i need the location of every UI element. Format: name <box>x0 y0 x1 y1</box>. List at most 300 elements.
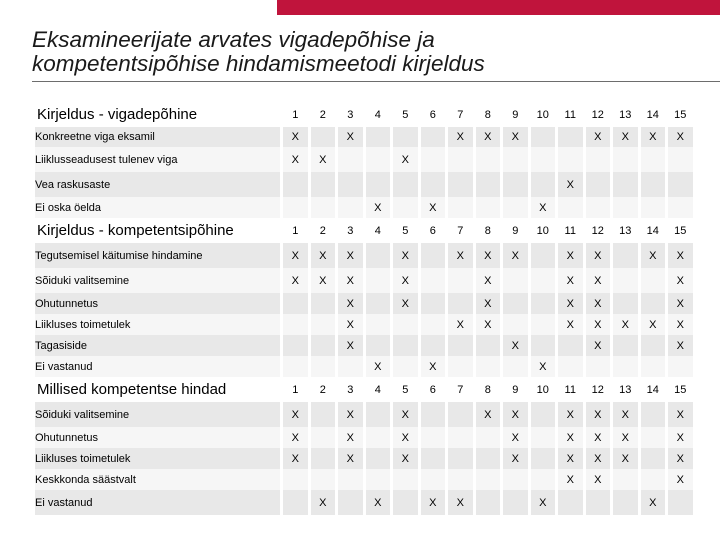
column-number: 5 <box>393 218 418 243</box>
mark-cell: X <box>421 490 446 515</box>
section-heading: Kirjeldus - vigadepõhine <box>35 102 280 127</box>
mark-cell: X <box>668 335 693 356</box>
mark-cell <box>448 172 473 197</box>
mark-cell <box>421 243 446 268</box>
mark-cell: X <box>476 127 501 147</box>
table-row <box>35 293 693 314</box>
mark-cell: X <box>586 469 611 490</box>
row-label: Tegutsemisel käitumise hindamine <box>35 243 280 268</box>
mark-cell: X <box>448 314 473 335</box>
mark-cell: X <box>421 197 446 218</box>
section-header-row <box>35 377 693 402</box>
mark-cell <box>668 147 693 172</box>
mark-cell: X <box>338 448 363 469</box>
mark-cell <box>613 469 638 490</box>
mark-cell <box>421 335 446 356</box>
column-number: 10 <box>531 218 556 243</box>
mark-cell: X <box>338 314 363 335</box>
column-number: 4 <box>366 377 391 402</box>
mark-cell <box>613 197 638 218</box>
mark-cell: X <box>503 335 528 356</box>
mark-cell: X <box>448 490 473 515</box>
mark-cell <box>531 243 556 268</box>
section-header-row <box>35 218 693 243</box>
mark-cell <box>503 293 528 314</box>
column-number: 12 <box>586 102 611 127</box>
mark-cell: X <box>503 448 528 469</box>
mark-cell: X <box>586 448 611 469</box>
mark-cell <box>558 356 583 377</box>
mark-cell: X <box>558 243 583 268</box>
row-label: Ei vastanud <box>35 490 280 515</box>
mark-cell <box>641 402 666 427</box>
mark-cell <box>531 402 556 427</box>
mark-cell <box>613 356 638 377</box>
column-number: 15 <box>668 218 693 243</box>
column-number: 8 <box>476 218 501 243</box>
mark-cell: X <box>668 402 693 427</box>
column-number: 1 <box>283 102 308 127</box>
column-number: 13 <box>613 102 638 127</box>
column-number: 6 <box>421 102 446 127</box>
mark-cell <box>641 147 666 172</box>
mark-cell <box>366 172 391 197</box>
mark-cell <box>613 490 638 515</box>
mark-cell <box>421 469 446 490</box>
mark-cell <box>448 268 473 293</box>
mark-cell <box>448 402 473 427</box>
table-row <box>35 243 693 268</box>
mark-cell <box>366 293 391 314</box>
column-number: 14 <box>641 218 666 243</box>
mark-cell <box>558 197 583 218</box>
row-label: Ei oska öelda <box>35 197 280 218</box>
mark-cell <box>393 314 418 335</box>
mark-cell <box>448 356 473 377</box>
mark-cell <box>586 172 611 197</box>
mark-cell <box>311 172 336 197</box>
mark-cell <box>531 172 556 197</box>
mark-cell <box>393 490 418 515</box>
mark-cell <box>503 469 528 490</box>
mark-cell <box>338 490 363 515</box>
mark-cell: X <box>283 147 308 172</box>
mark-cell <box>283 293 308 314</box>
mark-cell: X <box>503 127 528 147</box>
mark-cell: X <box>558 448 583 469</box>
mark-cell: X <box>338 402 363 427</box>
mark-cell <box>283 469 308 490</box>
row-label: Ohutunnetus <box>35 427 280 448</box>
mark-cell: X <box>393 448 418 469</box>
mark-cell <box>448 469 473 490</box>
mark-cell <box>613 335 638 356</box>
mark-cell: X <box>311 490 336 515</box>
row-label: Sõiduki valitsemine <box>35 402 280 427</box>
mark-cell: X <box>283 402 308 427</box>
mark-cell <box>613 293 638 314</box>
mark-cell: X <box>613 402 638 427</box>
mark-cell <box>448 427 473 448</box>
mark-cell <box>531 147 556 172</box>
row-label: Liikluses toimetulek <box>35 448 280 469</box>
mark-cell: X <box>613 427 638 448</box>
mark-cell: X <box>668 268 693 293</box>
mark-cell <box>641 293 666 314</box>
column-number: 3 <box>338 377 363 402</box>
mark-cell <box>366 469 391 490</box>
mark-cell: X <box>283 243 308 268</box>
mark-cell: X <box>613 127 638 147</box>
mark-cell <box>421 127 446 147</box>
mark-cell <box>586 197 611 218</box>
mark-cell: X <box>503 243 528 268</box>
row-label: Liikluses toimetulek <box>35 314 280 335</box>
column-number: 15 <box>668 102 693 127</box>
mark-cell <box>613 243 638 268</box>
mark-cell: X <box>283 448 308 469</box>
mark-cell <box>668 197 693 218</box>
row-label: Ohutunnetus <box>35 293 280 314</box>
section-header-row <box>35 102 693 127</box>
mark-cell: X <box>558 427 583 448</box>
mark-cell: X <box>558 469 583 490</box>
column-number: 13 <box>613 377 638 402</box>
matrix-body <box>35 102 693 515</box>
table-row <box>35 402 693 427</box>
mark-cell: X <box>668 448 693 469</box>
mark-cell: X <box>586 127 611 147</box>
mark-cell <box>421 314 446 335</box>
column-number: 7 <box>448 102 473 127</box>
mark-cell: X <box>311 243 336 268</box>
column-number: 1 <box>283 377 308 402</box>
section-heading: Millised kompetentse hindad <box>35 377 280 402</box>
mark-cell <box>311 314 336 335</box>
mark-cell <box>503 490 528 515</box>
mark-cell <box>613 172 638 197</box>
mark-cell: X <box>283 127 308 147</box>
row-label: Vea raskusaste <box>35 172 280 197</box>
mark-cell: X <box>366 197 391 218</box>
assessment-matrix-table <box>32 102 696 515</box>
mark-cell <box>503 356 528 377</box>
mark-cell <box>558 490 583 515</box>
column-number: 11 <box>558 102 583 127</box>
column-number: 6 <box>421 377 446 402</box>
mark-cell <box>558 127 583 147</box>
mark-cell <box>586 356 611 377</box>
column-number: 15 <box>668 377 693 402</box>
mark-cell: X <box>338 335 363 356</box>
mark-cell <box>641 469 666 490</box>
mark-cell: X <box>668 127 693 147</box>
mark-cell <box>476 469 501 490</box>
mark-cell: X <box>641 243 666 268</box>
mark-cell: X <box>476 402 501 427</box>
mark-cell <box>338 356 363 377</box>
mark-cell <box>668 356 693 377</box>
page-title <box>32 28 485 76</box>
table-row <box>35 172 693 197</box>
mark-cell: X <box>586 402 611 427</box>
mark-cell <box>448 197 473 218</box>
mark-cell: X <box>448 127 473 147</box>
mark-cell <box>393 335 418 356</box>
mark-cell <box>311 335 336 356</box>
mark-cell: X <box>393 268 418 293</box>
column-number: 9 <box>503 377 528 402</box>
mark-cell <box>531 268 556 293</box>
column-number: 4 <box>366 102 391 127</box>
mark-cell <box>311 469 336 490</box>
mark-cell <box>448 448 473 469</box>
mark-cell <box>311 293 336 314</box>
mark-cell: X <box>338 243 363 268</box>
mark-cell <box>338 172 363 197</box>
column-number: 9 <box>503 102 528 127</box>
column-number: 4 <box>366 218 391 243</box>
column-number: 6 <box>421 218 446 243</box>
mark-cell <box>311 127 336 147</box>
mark-cell <box>421 172 446 197</box>
mark-cell: X <box>558 402 583 427</box>
mark-cell <box>586 490 611 515</box>
mark-cell: X <box>366 356 391 377</box>
mark-cell <box>366 402 391 427</box>
mark-cell: X <box>668 427 693 448</box>
mark-cell <box>641 427 666 448</box>
mark-cell <box>421 402 446 427</box>
mark-cell <box>393 356 418 377</box>
mark-cell <box>283 172 308 197</box>
mark-cell <box>531 427 556 448</box>
mark-cell <box>448 147 473 172</box>
row-label: Sõiduki valitsemine <box>35 268 280 293</box>
mark-cell <box>421 147 446 172</box>
table-row <box>35 197 693 218</box>
mark-cell <box>421 268 446 293</box>
mark-cell: X <box>311 268 336 293</box>
title-divider <box>32 81 720 82</box>
mark-cell <box>283 335 308 356</box>
mark-cell: X <box>531 490 556 515</box>
mark-cell <box>311 197 336 218</box>
table-row <box>35 147 693 172</box>
mark-cell: X <box>586 335 611 356</box>
mark-cell: X <box>641 314 666 335</box>
column-number: 7 <box>448 377 473 402</box>
mark-cell <box>338 197 363 218</box>
mark-cell: X <box>503 427 528 448</box>
mark-cell: X <box>476 243 501 268</box>
mark-cell: X <box>531 356 556 377</box>
mark-cell: X <box>338 127 363 147</box>
table-row <box>35 448 693 469</box>
mark-cell <box>531 127 556 147</box>
mark-cell: X <box>393 402 418 427</box>
mark-cell: X <box>668 293 693 314</box>
mark-cell <box>421 293 446 314</box>
table-row <box>35 490 693 515</box>
column-number: 5 <box>393 102 418 127</box>
mark-cell <box>421 448 446 469</box>
column-number: 5 <box>393 377 418 402</box>
mark-cell: X <box>476 293 501 314</box>
mark-cell <box>366 448 391 469</box>
top-accent-bar <box>277 0 720 15</box>
mark-cell <box>366 243 391 268</box>
mark-cell <box>338 469 363 490</box>
mark-cell <box>503 268 528 293</box>
table-row <box>35 314 693 335</box>
mark-cell <box>558 335 583 356</box>
mark-cell: X <box>338 268 363 293</box>
mark-cell: X <box>586 293 611 314</box>
mark-cell <box>283 314 308 335</box>
mark-cell: X <box>366 490 391 515</box>
mark-cell: X <box>531 197 556 218</box>
mark-cell <box>421 427 446 448</box>
row-label: Konkreetne viga eksamil <box>35 127 280 147</box>
mark-cell: X <box>558 293 583 314</box>
mark-cell: X <box>668 314 693 335</box>
mark-cell: X <box>668 243 693 268</box>
mark-cell <box>476 356 501 377</box>
mark-cell <box>393 197 418 218</box>
column-number: 2 <box>311 218 336 243</box>
mark-cell <box>311 427 336 448</box>
table-row <box>35 469 693 490</box>
row-label: Liiklusseadusest tulenev viga <box>35 147 280 172</box>
mark-cell <box>476 427 501 448</box>
mark-cell: X <box>586 314 611 335</box>
page-title-line-2: kompetentsipõhise hindamismeetodi kirjeldus <box>32 51 485 76</box>
mark-cell: X <box>448 243 473 268</box>
mark-cell <box>531 448 556 469</box>
mark-cell <box>613 268 638 293</box>
mark-cell: X <box>311 147 336 172</box>
column-number: 2 <box>311 377 336 402</box>
column-number: 1 <box>283 218 308 243</box>
mark-cell: X <box>641 127 666 147</box>
column-number: 12 <box>586 218 611 243</box>
mark-cell: X <box>393 427 418 448</box>
mark-cell <box>641 448 666 469</box>
mark-cell: X <box>338 427 363 448</box>
mark-cell <box>641 356 666 377</box>
table-row <box>35 127 693 147</box>
mark-cell: X <box>641 490 666 515</box>
mark-cell <box>283 356 308 377</box>
column-number: 2 <box>311 102 336 127</box>
mark-cell <box>641 172 666 197</box>
mark-cell <box>503 147 528 172</box>
mark-cell <box>283 197 308 218</box>
mark-cell <box>668 172 693 197</box>
section-heading: Kirjeldus - kompetentsipõhine <box>35 218 280 243</box>
mark-cell <box>641 197 666 218</box>
page-title-line-1: Eksamineerijate arvates vigadepõhise ja <box>32 27 435 52</box>
mark-cell: X <box>476 314 501 335</box>
mark-cell: X <box>476 268 501 293</box>
mark-cell <box>366 147 391 172</box>
mark-cell <box>641 335 666 356</box>
mark-cell <box>366 314 391 335</box>
mark-cell: X <box>503 402 528 427</box>
column-number: 14 <box>641 102 666 127</box>
mark-cell <box>311 402 336 427</box>
mark-cell: X <box>393 293 418 314</box>
mark-cell <box>503 314 528 335</box>
column-number: 13 <box>613 218 638 243</box>
mark-cell <box>503 197 528 218</box>
mark-cell: X <box>393 243 418 268</box>
mark-cell <box>641 268 666 293</box>
mark-cell: X <box>283 427 308 448</box>
row-label: Tagasiside <box>35 335 280 356</box>
mark-cell: X <box>558 172 583 197</box>
mark-cell <box>531 314 556 335</box>
mark-cell <box>531 469 556 490</box>
mark-cell: X <box>558 314 583 335</box>
mark-cell: X <box>613 448 638 469</box>
column-number: 12 <box>586 377 611 402</box>
mark-cell <box>366 127 391 147</box>
mark-cell: X <box>338 293 363 314</box>
mark-cell <box>366 335 391 356</box>
mark-cell <box>476 172 501 197</box>
mark-cell <box>476 147 501 172</box>
mark-cell <box>476 490 501 515</box>
row-label: Keskkonda säästvalt <box>35 469 280 490</box>
column-number: 3 <box>338 218 363 243</box>
table-row <box>35 356 693 377</box>
mark-cell <box>448 293 473 314</box>
table-row <box>35 335 693 356</box>
mark-cell: X <box>558 268 583 293</box>
mark-cell: X <box>393 147 418 172</box>
mark-cell <box>531 293 556 314</box>
mark-cell <box>393 127 418 147</box>
table-row <box>35 268 693 293</box>
mark-cell <box>476 197 501 218</box>
mark-cell <box>503 172 528 197</box>
mark-cell <box>448 335 473 356</box>
mark-cell <box>311 356 336 377</box>
mark-cell <box>476 335 501 356</box>
mark-cell <box>283 490 308 515</box>
mark-cell: X <box>421 356 446 377</box>
column-number: 9 <box>503 218 528 243</box>
column-number: 8 <box>476 102 501 127</box>
mark-cell <box>338 147 363 172</box>
column-number: 14 <box>641 377 666 402</box>
mark-cell <box>311 448 336 469</box>
mark-cell <box>668 490 693 515</box>
column-number: 3 <box>338 102 363 127</box>
mark-cell <box>531 335 556 356</box>
mark-cell <box>366 268 391 293</box>
mark-cell: X <box>668 469 693 490</box>
mark-cell <box>558 147 583 172</box>
mark-cell: X <box>586 243 611 268</box>
table-row <box>35 427 693 448</box>
mark-cell <box>366 427 391 448</box>
mark-cell <box>476 448 501 469</box>
column-number: 11 <box>558 218 583 243</box>
mark-cell: X <box>586 268 611 293</box>
